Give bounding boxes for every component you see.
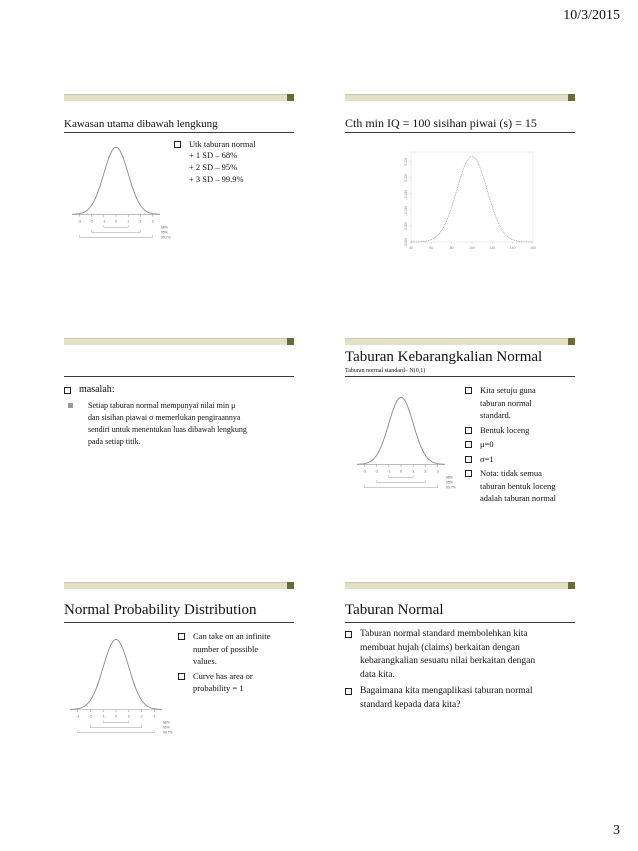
slide-top-bar [345,94,575,101]
x-tick-label: 0 [114,219,118,224]
slide-title: Cth min IQ = 100 sisihan piwai (s) = 15 [345,116,537,130]
title-rule [64,132,294,133]
slide-1 [64,88,294,261]
sub-line-3: sendiri untuk menentukan luas dibawah lengkung [88,425,247,434]
slide-top-bar [64,582,294,589]
bullet-line: membuat hujah (claims) berkaitan dengan [360,642,520,653]
slide-6 [345,576,575,749]
y-tick-label: 0.010 [404,205,408,214]
bullet-text: masalah: [79,384,115,395]
plot-frame [411,152,533,242]
normal-curve-sd-diagram [66,140,172,260]
bullet-text: Utk taburan normal [189,139,256,149]
x-tick-label: 2 [139,219,142,224]
x-tick-label: 80 [449,246,454,250]
bullet-item [178,670,270,695]
bullet-line: Bagaimana kita mengaplikasi taburan normal [360,686,533,696]
normal-curve-sd-diagram [64,632,174,757]
bullet-line: adalah taburan normal [480,493,556,503]
x-tick-label: 3 [436,469,439,474]
slide-top-bar [345,582,575,589]
slide-top-bar [345,338,575,345]
x-tick-label: -3 [75,714,80,719]
x-tick-label: -2 [88,714,93,719]
bullet-item [465,467,556,505]
x-tick-label: 2 [140,714,143,719]
y-tick-label: 0.005 [404,221,408,230]
bullet-item [465,453,556,466]
bullet-text: μ=0 [480,439,494,449]
bullet-text: Bentuk loceng [480,424,530,435]
x-tick-label: 160 [530,246,536,250]
x-tick-label: -1 [102,219,106,224]
sd-band-label: 95% [163,725,170,730]
slide-top-bar [64,94,294,101]
sd-band-label: 68% [163,720,170,725]
x-tick-label: 1 [412,469,415,474]
slide-3 [64,332,294,505]
sd-line-1: + 1 SD – 68% [189,150,238,160]
x-tick-label: 3 [151,219,154,224]
sub-line-2: dan sisihan piawai σ memerlukan pengiraannya [88,413,241,422]
sd-line-2: + 2 SD – 95% [189,162,238,172]
sub-line-4: pada setiap titik. [88,437,141,446]
title-rule [345,132,575,133]
x-tick-label: -3 [362,469,367,474]
bullet-line: kebarangkalian sesuatu nilai berkaitan dengan [360,656,536,666]
bell-curve [70,640,162,710]
sd-band-label: 95% [161,230,168,235]
slide-title: Normal Probability Distribution [64,602,257,618]
x-tick-label: 60 [429,246,434,250]
bullet-line: Can take on an infinite [193,631,271,641]
bullet-item [465,424,556,437]
x-tick-label: -2 [374,469,379,474]
slide-title: Taburan Normal [345,602,444,618]
iq-density-curve [411,157,533,242]
slide-top-bar [64,338,294,345]
bullet-item [178,630,270,668]
bullet-item [174,138,256,151]
sub-line-1: Setiap taburan normal mempunyai nilai min μ [88,401,236,410]
bullet-line: Taburan normal standard membolehkan kita [360,629,528,639]
page-number: 3 [613,823,620,838]
sd-band-label: 99.7% [163,730,173,735]
bullet-item [345,685,575,712]
title-rule [64,376,294,377]
sd-band-label: 68% [446,475,453,480]
sd-line-3: + 3 SD – 99.9% [189,174,244,184]
x-tick-label: 2 [424,469,427,474]
bullet-item [465,438,556,451]
sd-band-label: 68% [161,225,168,230]
bullet-line: standard. [480,410,511,420]
x-tick-label: -2 [89,219,94,224]
title-rule [64,622,294,623]
x-tick-label: -1 [387,469,391,474]
x-tick-label: 0 [399,469,403,474]
normal-curve-sd-diagram [351,390,457,510]
bullet-line: standard kepada data kita? [360,699,461,710]
x-tick-label: 100 [469,246,475,250]
sd-band-label: 95% [446,480,453,485]
bullet-text: σ=1 [480,453,494,464]
bullet-line: taburan normal [480,397,532,408]
y-tick-label: 0.020 [404,173,408,182]
bullet-item [465,384,556,422]
bullet-line: taburan bentuk loceng [480,480,556,491]
sub-bullet-marker [68,403,73,408]
x-tick-label: 1 [127,219,130,224]
iq-density-chart [393,146,543,266]
bullet-item [64,384,115,397]
bell-curve [72,147,160,214]
y-tick-label: 0.025 [404,157,408,166]
bullet-line: values. [193,656,217,666]
sub-bullet [68,400,294,448]
sd-band-label: 99.7% [446,485,456,490]
page-date: 10/3/2015 [563,8,620,23]
bullet-line: probability = 1 [193,683,244,693]
bullet-line: Kita setuju guna [480,385,536,395]
x-tick-label: -1 [101,714,105,719]
sd-band-label: 99.7% [161,235,171,240]
x-tick-label: 1 [127,714,130,719]
bullet-line: data kita. [360,669,395,680]
x-tick-label: 40 [409,246,413,250]
slide-4 [345,332,575,505]
x-tick-label: 0 [114,714,118,719]
slide-title: Kawasan utama dibawah lengkung [64,118,218,130]
x-tick-label: -3 [77,219,82,224]
slide-subtitle: Taburan normal standard– N(0,1) [345,368,426,374]
slide-5 [64,576,294,749]
x-tick-label: 120 [489,246,496,250]
x-tick-label: 3 [153,714,156,719]
y-tick-label: 0.000 [404,238,408,246]
title-rule [345,376,575,377]
slide-title: Taburan Kebarangkalian Normal [345,349,543,365]
x-tick-label: 140 [509,246,516,250]
y-tick-label: 0.015 [404,189,408,198]
slide-2 [345,88,575,261]
title-rule [345,622,575,623]
bullet-line: Curve has area or [193,670,253,681]
bullet-line: Nota: tidak semua [480,468,542,478]
bell-curve [357,397,445,464]
bullet-item [345,628,575,682]
bullet-line: number of possible [193,643,259,654]
